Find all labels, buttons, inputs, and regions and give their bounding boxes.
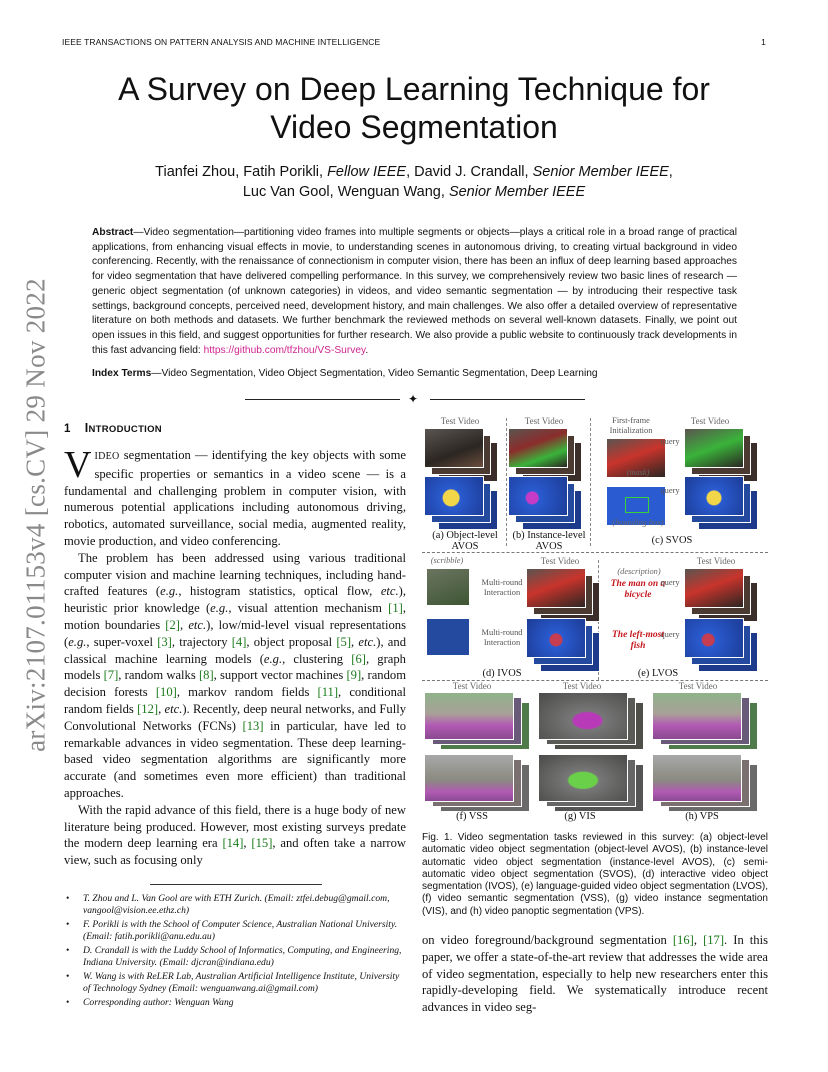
label-query: query [660, 486, 680, 495]
citation-link[interactable]: [16] [672, 933, 694, 947]
video-frames-f-bottom [424, 754, 534, 814]
intro-p1-text: segmentation — identifying the key objects with some specific properties or semantics in a video scene — is a fundamental and challenging problem in computer vision, with numerous potential applications including autonomous driving, robotics, automated surveillance, social media, augmented reality, movie production, and video conferencing. [64, 448, 406, 548]
citation-link[interactable]: [2] [165, 617, 180, 632]
running-header [62, 37, 766, 49]
p2-text: , random decision forests [64, 668, 406, 700]
journal-name: IEEE TRANSACTIONS ON PATTERN ANALYSIS AND MACHINE INTELLIGENCE [62, 37, 381, 47]
p2-text: ). Recently, deep neural networks, and Fully Convolutional Networks (FCNs) [64, 701, 406, 733]
caption-e: (e) LVOS [637, 668, 679, 679]
paper-title [100, 70, 728, 146]
author-list [100, 162, 728, 202]
video-frames-h-top [652, 692, 768, 752]
caption-c: (c) SVOS [651, 535, 693, 546]
right-column [422, 932, 768, 1016]
p2-italic: e.g. [263, 651, 283, 666]
caption-g: (g) VIS [564, 811, 596, 822]
project-link[interactable]: https://github.com/tfzhou/VS-Survey [203, 344, 366, 356]
index-terms [92, 367, 737, 381]
p3-text: , [243, 836, 252, 851]
video-frames-f-top [424, 692, 534, 752]
label-query: query [660, 578, 680, 587]
intro-paragraph-2 [64, 550, 406, 802]
label-multi-round: Multi-round Interaction [481, 628, 523, 647]
video-frames-b-bottom [508, 476, 588, 536]
p2-italic: etc. [188, 617, 207, 632]
caption-a: (a) Object-level AVOS [432, 530, 498, 552]
footnote-item: • T. Zhou and L. Van Gool are with ETH Zurich. (Email: ztfei.debug@gmail.com, vangool@vision.ee.ethz.ch) [64, 893, 406, 917]
footnote-item: • F. Porikli is with the School of Computer Science, Australian National University. (Email: fatih.porikli@anu.edu.au) [64, 919, 406, 943]
author-role-2: Senior Member IEEE [532, 164, 669, 180]
label-bounding-box: (bounding box) [612, 518, 664, 527]
citation-link[interactable]: [7] [103, 668, 119, 683]
left-column [64, 444, 407, 869]
video-frames-a-bottom [424, 476, 504, 536]
p2-italic: etc. [164, 701, 183, 716]
p2-text: , graph models [64, 651, 406, 683]
abstract-text: —Video segmentation—partitioning video frames into multiple segments or objects—plays a critical role in a broad range of practical applications, from enhancing visual effects in movie, to understanding scenes in autonomous driving, to creating virtual background in video conferencing. Recently, with the renaissance of connectionism in computer vision, there has been an influx of deep learning based approaches for video segmentation that have delivered compelling performance. In this survey, we comprehensively review two basic lines of research — generic object segmentation (of unknown categories) in videos, and video semantic segmentation — by introducing their respective task settings, background concepts, perceived need, development history, and main challenges. We also offer a detailed overview of representative literature on both methods and datasets. We further benchmark the reviewed methods on several well-known datasets. Finally, we point out open issues in this field, and suggest opportunities for further research. We also provide a public website to continuously track developments in this fast advancing field: [92, 227, 737, 356]
label-query: query [660, 630, 680, 639]
citation-link[interactable]: [8] [198, 668, 214, 683]
p2-text: , object proposal [246, 634, 337, 649]
label-description: (description) [617, 567, 661, 576]
panel-separator [506, 418, 507, 546]
p2-text: ), and classical machine learning models ( [64, 634, 406, 666]
label-query: query [660, 437, 680, 446]
label-test-video: Test Video [562, 681, 602, 691]
footnote-item: • Corresponding author: Wenguan Wang [64, 997, 406, 1009]
p2-text: , clustering [282, 651, 352, 666]
label-test-video: Test Video [440, 416, 480, 426]
author-sep: , [668, 164, 673, 180]
caption-d: (d) IVOS [482, 668, 522, 679]
panel-separator [590, 418, 591, 546]
section-number: 1 [64, 423, 71, 435]
p2-italic: e.g. [160, 584, 179, 599]
figure-caption: Fig. 1. Video segmentation tasks reviewed in this survey: (a) object-level automatic video object segmentation (object-level AVOS), (b) instance-level automatic video object segmentation (instance-level AVOS), (c) semi-automatic video object segmentation (SVOS), (d) interactive video object segmentation (IVOS), (e) language-guided video object segmentation (LVOS), (f) video semantic segmentation (VSS), (g) video instance segmentation (VIS), and (h) video panoptic segmentation (VPS). [422, 832, 768, 917]
divider-line-left [245, 399, 400, 400]
citation-link[interactable]: [9] [346, 668, 362, 683]
citation-link[interactable]: [14] [222, 836, 244, 851]
author-role-1: Fellow IEEE [327, 164, 407, 180]
arxiv-stamp [18, 280, 54, 750]
intro-paragraph-1 [64, 444, 406, 550]
p2-italic: e.g. [210, 601, 229, 616]
citation-link[interactable]: [10] [155, 685, 177, 700]
video-frames-c-bottom [684, 476, 764, 536]
label-scribble: (scribble) [430, 556, 464, 565]
language-query-1: The man on a bicycle [610, 579, 666, 600]
caption-f: (f) VSS [456, 811, 488, 822]
p2-italic: etc. [358, 634, 377, 649]
label-multi-round: Multi-round Interaction [481, 578, 523, 597]
p2-text: in particular, have led to remarkable advances in video segmentation. These deep learning-based video segmentation algorithms are significantly more accurate (and sometimes even more efficient) than traditional approaches. [64, 718, 406, 800]
scribble-frame-bottom [426, 618, 482, 668]
p2-text: , trajectory [171, 634, 232, 649]
p2-text: , conditional random fields [64, 685, 406, 716]
p2-text: ), heuristic prior knowledge ( [64, 584, 406, 616]
right-paragraph [422, 932, 768, 1016]
footnote-item: • W. Wang is with ReLER Lab, Australian Artificial Intelligence Institute, University of Technology Sydney (Email: wenguanwang.ai@gmail.com) [64, 971, 406, 995]
citation-link[interactable]: [15] [251, 836, 273, 851]
index-terms-label: Index Terms [92, 368, 152, 379]
citation-link[interactable]: [4] [231, 634, 247, 649]
video-frames-g-top [538, 692, 648, 752]
p3-text: , and often take a narrow view, such as focusing only [64, 836, 406, 868]
footnote-rule [150, 884, 322, 885]
author-names-1: Tianfei Zhou, Fatih Porikli, [155, 164, 328, 180]
label-test-video: Test Video [524, 416, 564, 426]
title-line-1: A Survey on Deep Learning Technique for [118, 71, 710, 107]
index-terms-text: —Video Segmentation, Video Object Segmentation, Video Semantic Segmentation, Deep Learning [151, 368, 598, 379]
page-number: 1 [761, 37, 766, 47]
p2-text: , histogram statistics, optical flow, [178, 584, 381, 599]
author-names-3: Luc Van Gool, Wenguan Wang, [242, 184, 449, 200]
author-line-2 [100, 182, 728, 202]
p2-text: , [351, 634, 359, 649]
drop-cap: V [64, 444, 92, 486]
p2-text: , markov random fields [176, 685, 318, 700]
p2-text: , super-voxel [86, 634, 158, 649]
p3-text: With the rapid advance of this field, there is a huge body of new literature being produced. However, most existing surveys predate the modern deep learning era [64, 802, 406, 851]
arxiv-identifier: arXiv:2107.01153v4 [cs.CV] 29 Nov 2022 [20, 278, 51, 752]
p2-text: ), low/mid-level visual representations ( [64, 617, 406, 649]
label-test-video: Test Video [690, 416, 730, 426]
label-mask: (mask) [626, 468, 650, 477]
section-divider [245, 394, 585, 404]
figure-1 [422, 414, 768, 824]
label-test-video: Test Video [540, 556, 580, 566]
video-frames-g-bottom [538, 754, 648, 814]
p2-text: , support vector machines [213, 668, 347, 683]
rc-text: on video foreground/background segmentation [422, 933, 673, 947]
video-frames-h-bottom [652, 754, 768, 814]
citation-link[interactable]: [5] [336, 634, 352, 649]
p2-italic: etc. [380, 584, 399, 599]
citation-link[interactable]: [17] [703, 933, 725, 947]
abstract-label: Abstract [92, 227, 134, 238]
rc-text: . In this paper, we offer a state-of-the-art review that addresses the wide area of video segmentation, especially to help new researchers enter this rapidly-developing field. We systematically introduce recent advances in video seg- [422, 933, 768, 1015]
divider-line-right [430, 399, 585, 400]
footnotes [64, 893, 406, 1011]
intro-paragraph-3 [64, 802, 406, 869]
citation-link[interactable]: [11] [317, 685, 339, 700]
title-line-2: Video Segmentation [270, 109, 558, 145]
smallcaps-word: IDEO [94, 451, 120, 462]
section-heading [64, 421, 162, 435]
caption-h: (h) VPS [685, 811, 719, 822]
citation-link[interactable]: [12] [137, 701, 159, 716]
author-role-3: Senior Member IEEE [448, 184, 586, 200]
footnote-item: • D. Crandall is with the Luddy School of Informatics, Computing, and Engineering, Indiana University. (Email: djcran@indiana.edu) [64, 945, 406, 969]
label-first-frame: First-frame Initialization [609, 416, 653, 435]
abstract [92, 226, 737, 358]
abstract-end: . [365, 344, 369, 356]
caption-b: (b) Instance-level AVOS [512, 530, 586, 552]
author-names-2: , David J. Crandall, [406, 164, 533, 180]
citation-link[interactable]: [1] [388, 601, 403, 616]
row-separator [422, 552, 768, 553]
p2-text: The problem has been addressed using various traditional computer vision and machine learning techniques, including hand-crafted features ( [64, 550, 406, 599]
label-test-video: Test Video [696, 556, 736, 566]
scribble-frame-top [426, 568, 482, 618]
citation-link[interactable]: [3] [157, 634, 172, 649]
p2-italic: e.g. [68, 634, 87, 649]
p2-text: , [179, 617, 189, 632]
section-title: INTRODUCTION [84, 421, 162, 435]
p2-text: , motion boundaries [64, 601, 407, 632]
p2-text: , [158, 701, 165, 716]
rc-text: , [693, 933, 704, 947]
language-query-2: The left-most fish [612, 630, 664, 651]
label-test-video: Test Video [678, 681, 718, 691]
p2-text: , random walks [118, 668, 199, 683]
p2-text: , visual attention mechanism [228, 601, 389, 616]
citation-link[interactable]: [6] [351, 651, 366, 666]
author-line-1 [100, 162, 728, 182]
citation-link[interactable]: [13] [242, 718, 264, 733]
label-test-video: Test Video [452, 681, 492, 691]
diamond-icon: ✦ [408, 392, 419, 406]
